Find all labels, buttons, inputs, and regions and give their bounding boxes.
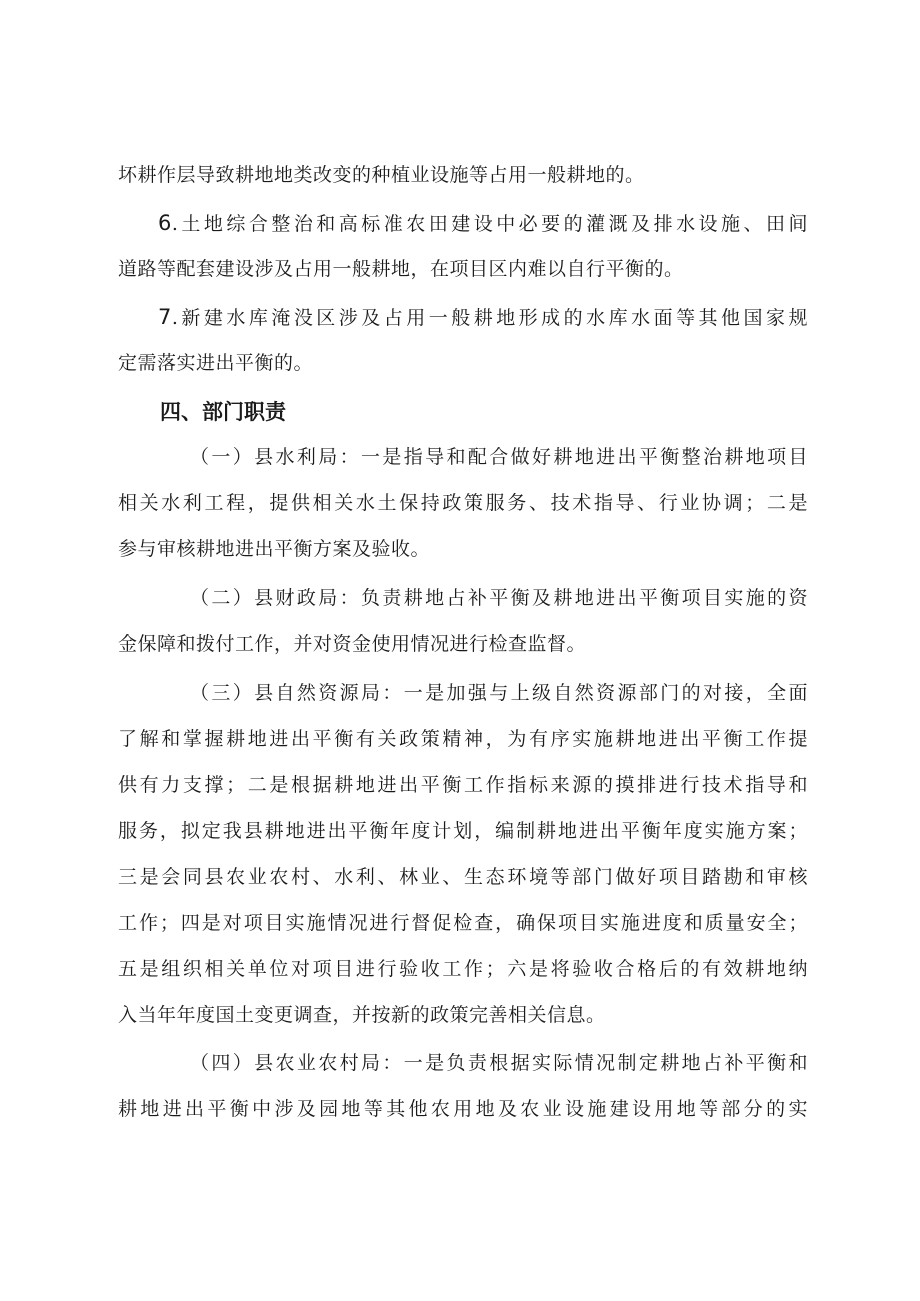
para3-line-7: 五是组织相关单位对项目进行验收工作；六是将验收合格后的有效耕地纳: [118, 958, 808, 980]
para2-line-1: （二）县财政局：负责耕地占补平衡及耕地进出平衡项目实施的资: [190, 587, 808, 609]
para3-line-1: （三）县自然资源局：一是加强与上级自然资源部门的对接，全面: [190, 682, 808, 704]
para1-line-1: （一）县水利局：一是指导和配合做好耕地进出平衡整治耕地项目: [190, 446, 808, 468]
para1-line-2: 相关水利工程，提供相关水土保持政策服务、技术指导、行业协调；二是: [118, 492, 808, 514]
para3-line-3: 供有力支撑；二是根据耕地进出平衡工作指标来源的摸排进行技术指导和: [118, 774, 808, 796]
para1-line-3: 参与审核耕地进出平衡方案及验收。: [118, 538, 431, 560]
item-6-line-2: 道路等配套建设涉及占用一般耕地，在项目区内难以自行平衡的。: [118, 258, 684, 280]
section-heading: 四、部门职责: [160, 400, 286, 424]
para3-line-6: 工作；四是对项目实施情况进行督促检查，确保项目实施进度和质量安全；: [118, 912, 808, 934]
para4-line-1: （四）县农业农村局：一是负责根据实际情况制定耕地占补平衡和: [190, 1052, 808, 1074]
para3-line-5: 三是会同县农业农村、水利、林业、生态环境等部门做好项目踏勘和审核: [118, 866, 808, 888]
item-7-number: 7: [158, 305, 172, 329]
item-6-text: .土地综合整治和高标准农田建设中必要的灌溉及排水设施、田间: [171, 213, 808, 235]
para3-line-8: 入当年年度国土变更调查，并按新的政策完善相关信息。: [118, 1004, 606, 1026]
para3-line-2: 了解和掌握耕地进出平衡有关政策精神，为有序实施耕地进出平衡工作提: [118, 728, 808, 750]
para3-line-4: 服务，拟定我县耕地进出平衡年度计划，编制耕地进出平衡年度实施方案；: [118, 820, 808, 842]
item-7-text: .新建水库淹没区涉及占用一般耕地形成的水库水面等其他国家规: [171, 307, 808, 329]
para2-line-2: 金保障和拨付工作，并对资金使用情况进行检查监督。: [118, 633, 587, 655]
para4-line-2: 耕地进出平衡中涉及园地等其他农用地及农业设施建设用地等部分的实: [118, 1098, 808, 1120]
intro-line: 坏耕作层导致耕地地类改变的种植业设施等占用一般耕地的。: [118, 164, 645, 186]
item-7-line-2: 定需落实进出平衡的。: [118, 352, 314, 374]
item-7-line-1: [158, 297, 808, 337]
item-6-line-1: [158, 203, 808, 243]
item-6-number: 6: [158, 211, 172, 235]
